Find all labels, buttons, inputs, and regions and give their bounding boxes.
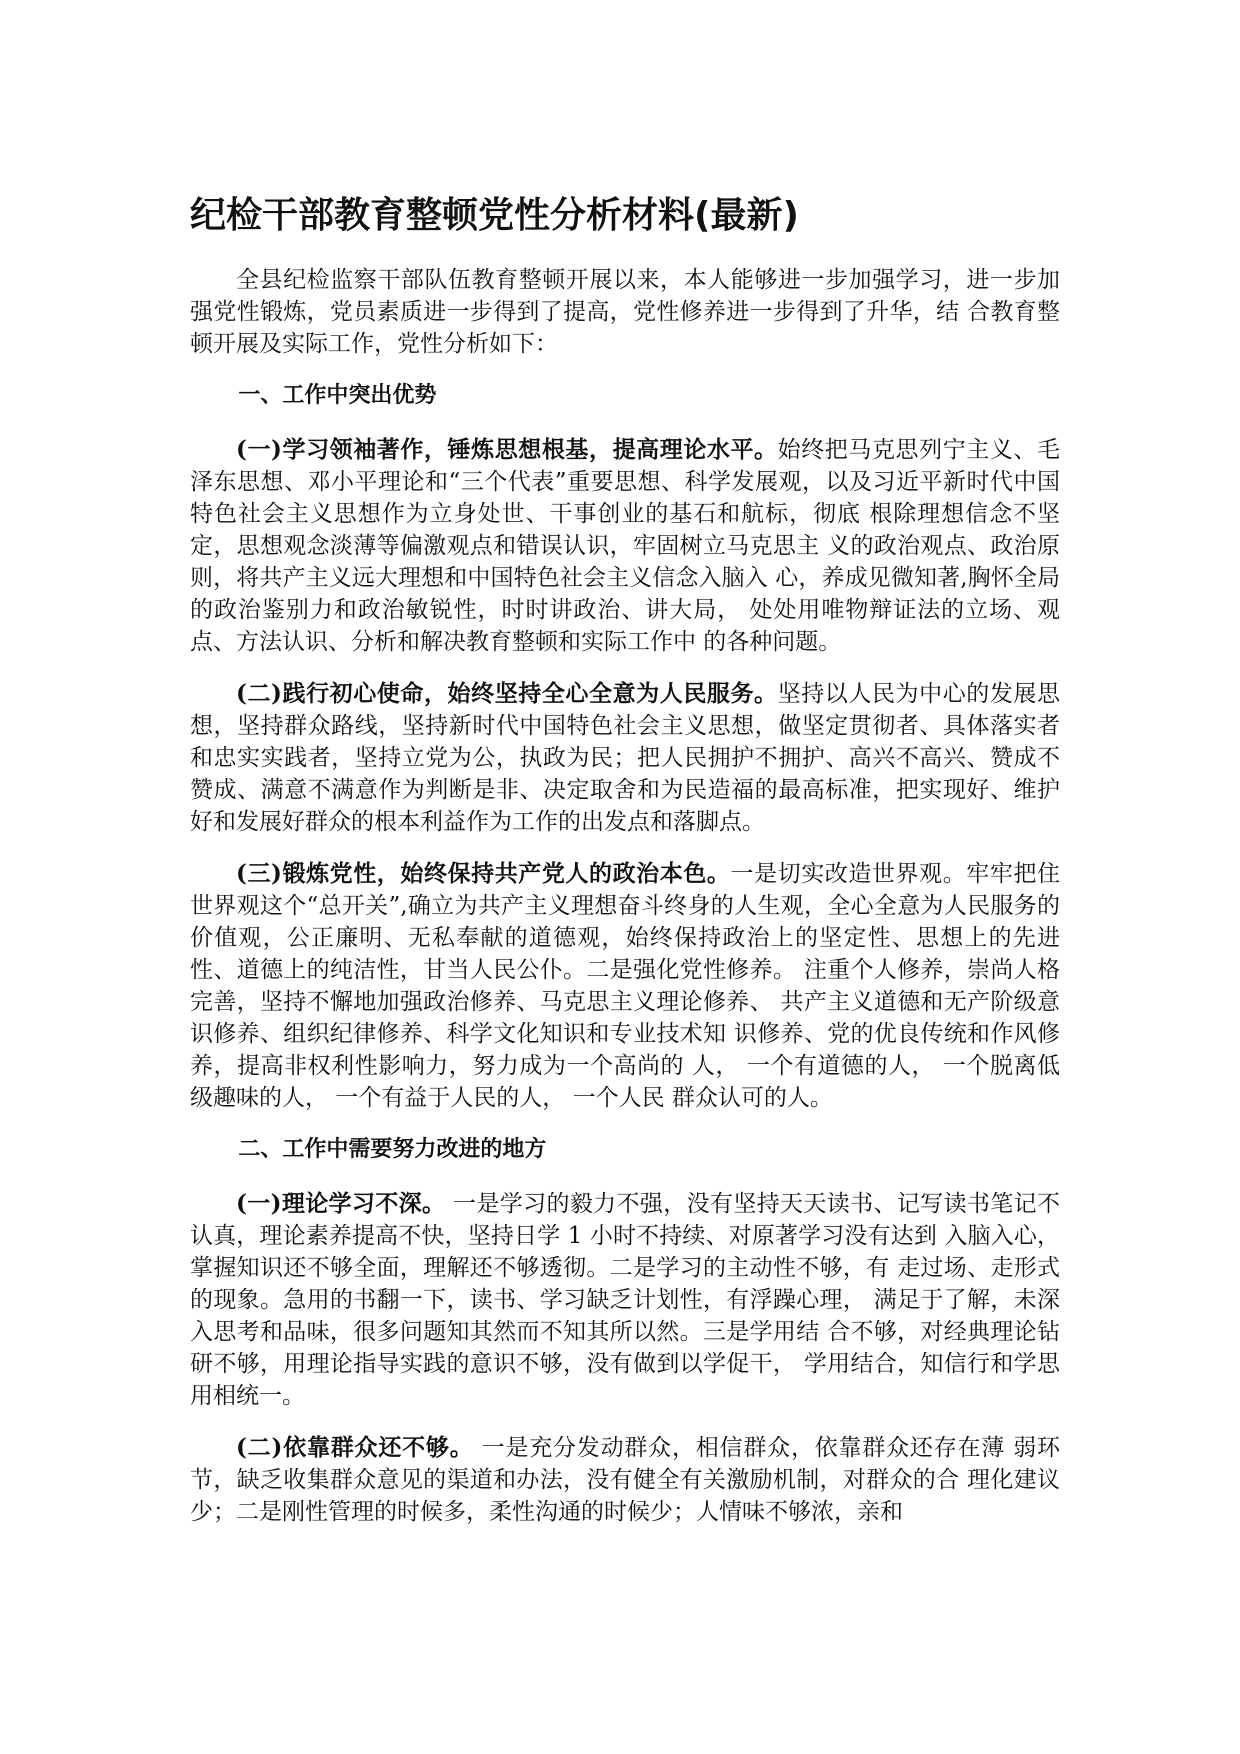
improvement-text-2: 一是充分发动群众，相信群众，依靠群众还存在薄 弱环节，缺乏收集群众意见的渠道和办法，没有健全有关激励机制，对群众的合 理化建议少；二是刚性管理的时候多，柔性沟通的时候少；人情味不够浓，亲和	[190, 1435, 1061, 1525]
improvement-lead-2: (二)依靠群众还不够。	[236, 1434, 474, 1461]
section-heading-strengths: 一、工作中突出优势	[238, 383, 437, 408]
strength-text-2: 坚持以人民为中心的发展思想，坚持群众路线，坚持新时代中国特色社会主义思想，做坚定贯彻者、具体落实者和忠实实践者，坚持立党为公，执政为民；把人民拥护不拥护、高兴不高兴、赞成不赞成、满意不满意作为判断是非、决定取舍和为民造福的最高标准，把实现好、维护好和发展好群众的根本利益作为工作的出发点和落脚点。	[190, 681, 1060, 835]
improvement-text-1: 一是学习的毅力不强，没有坚持天天读书、记写读书笔记不认真，理论素养提高不快，坚持日学 1 小时不持续、对原著学习没有达到 入脑入心，掌握知识还不够全面，理解还不够透彻。二是学习的主动性不够，有 走过场、走形式的现象。急用的书翻一下，读书、学习缺乏计划性，有浮躁心理， 满足于了解，未深入思考和品味，很多问题知其然而不知其所以然。三是学用结 合不够，对经典理论钻研不够，用理论指导实践的意识不够，没有做到以学促干， 学用结合，知信行和学思用相统一。	[190, 1191, 1061, 1409]
strength-paragraph-2	[190, 678, 1060, 838]
section-heading-improvements: 二、工作中需要努力改进的地方	[238, 1137, 547, 1162]
strength-lead-2: (二)践行初心使命，始终坚持全心全意为人民服务。	[236, 680, 778, 707]
improvement-paragraph-1	[190, 1188, 1060, 1412]
strength-paragraph-3	[190, 858, 1060, 1114]
document-page	[190, 190, 1060, 1548]
improvement-lead-1: (一)理论学习不深。	[236, 1190, 446, 1217]
intro-paragraph: 全县纪检监察干部队伍教育整顿开展以来，本人能够进一步加强学习，进一步加强党性锻炼，党员素质进一步得到了提高，党性修养进一步得到了升华，结 合教育整顿开展及实际工作，党性分析如下：	[190, 267, 1060, 357]
strength-text-3: 一是切实改造世界观。牢牢把住世界观这个“总开关”,确立为共产主义理想奋斗终身的人生观，全心全意为人民服务的价值观，公正廉明、无私奉献的道德观，始终保持政治上的坚定性、思想上的先进性、道德上的纯洁性，甘当人民公仆。二是强化党性修养。 注重个人修养，崇尚人格完善，坚持不懈地加强政治修养、马克思主义理论修养、 共产主义道德和无产阶级意识修养、组织纪律修养、科学文化知识和专业技术知 识修养、党的优良传统和作风修养，提高非权利性影响力，努力成为一个高尚的 人， 一个有道德的人， 一个脱离低级趣味的人， 一个有益于人民的人， 一个人民 群众认可的人。	[190, 861, 1060, 1111]
strength-lead-1: (一)学习领袖著作，锤炼思想根基，提高理论水平。	[236, 436, 778, 463]
strength-lead-3: (三)锻炼党性，始终保持共产党人的政治本色。	[236, 860, 731, 887]
strength-text-1: 始终把马克思列宁主义、毛泽东思想、邓小平理论和“三个代表”重要思想、科学发展观，以及习近平新时代中国特色社会主义思想作为立身处世、干事创业的基石和航标，彻底 根除理想信念不坚定，思想观念淡薄等偏激观点和错误认识，牢固树立马克思主 义的政治观点、政治原则，将共产主义远大理想和中国特色社会主义信念入脑入 心，养成见微知著,胸怀全局的政治鉴别力和政治敏锐性，时时讲政治、讲大局， 处处用唯物辩证法的立场、观点、方法认识、分析和解决教育整顿和实际工作中 的各种问题。	[190, 437, 1060, 655]
strength-paragraph-1	[190, 434, 1060, 658]
document-title: 纪检干部教育整顿党性分析材料(最新)	[190, 195, 799, 236]
improvement-paragraph-2	[190, 1432, 1060, 1528]
